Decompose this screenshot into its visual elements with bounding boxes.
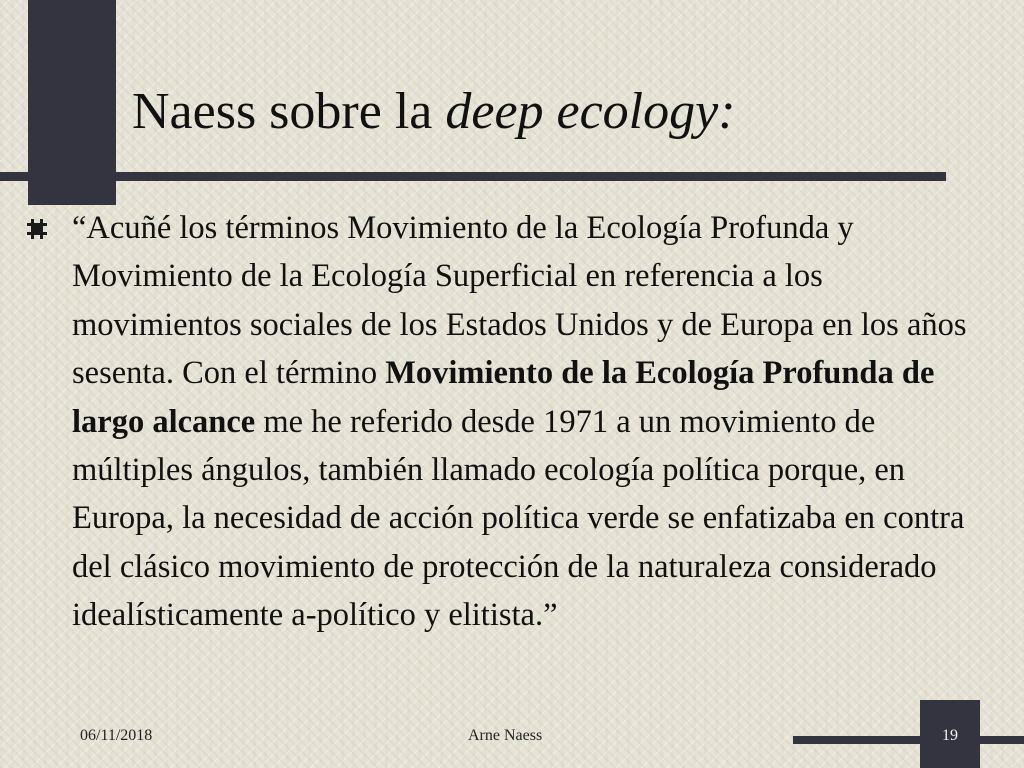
bullet-glyph (26, 218, 48, 240)
body-text-part2: me he referido desde 1971 a un movimiento de múltiples ángulos, también llamado ecología política porque, en Europa, la necesidad de acción política verde se enfatizaba en contra del clásico movimiento de protección de la naturaleza considerado idealísticamente a-político y elitista.” (72, 403, 965, 634)
slide-title (132, 83, 736, 140)
footer-decorative-line (793, 736, 1024, 744)
footer-author: Arne Naess (468, 727, 543, 744)
footer-date: 06/11/2018 (80, 727, 153, 744)
title-plain-text: Naess sobre la (132, 83, 446, 140)
body-text-bold: Movimiento de la Ecología Profunda de largo alcance (72, 355, 935, 440)
square-hash-bullet-icon (26, 218, 48, 240)
body-text-part1: “Acuñé los términos Movimiento de la Ecología Profunda y Movimiento de la Ecología Superficial en referencia a los movimientos sociales de los Estados Unidos y de Europa en los años sesenta. Con el término (72, 210, 967, 392)
footer-page-number: 19 (942, 727, 958, 744)
title-underline-bar (0, 172, 946, 181)
title-italic-text: deep ecology: (445, 83, 736, 140)
bullet-body-text (72, 204, 992, 640)
